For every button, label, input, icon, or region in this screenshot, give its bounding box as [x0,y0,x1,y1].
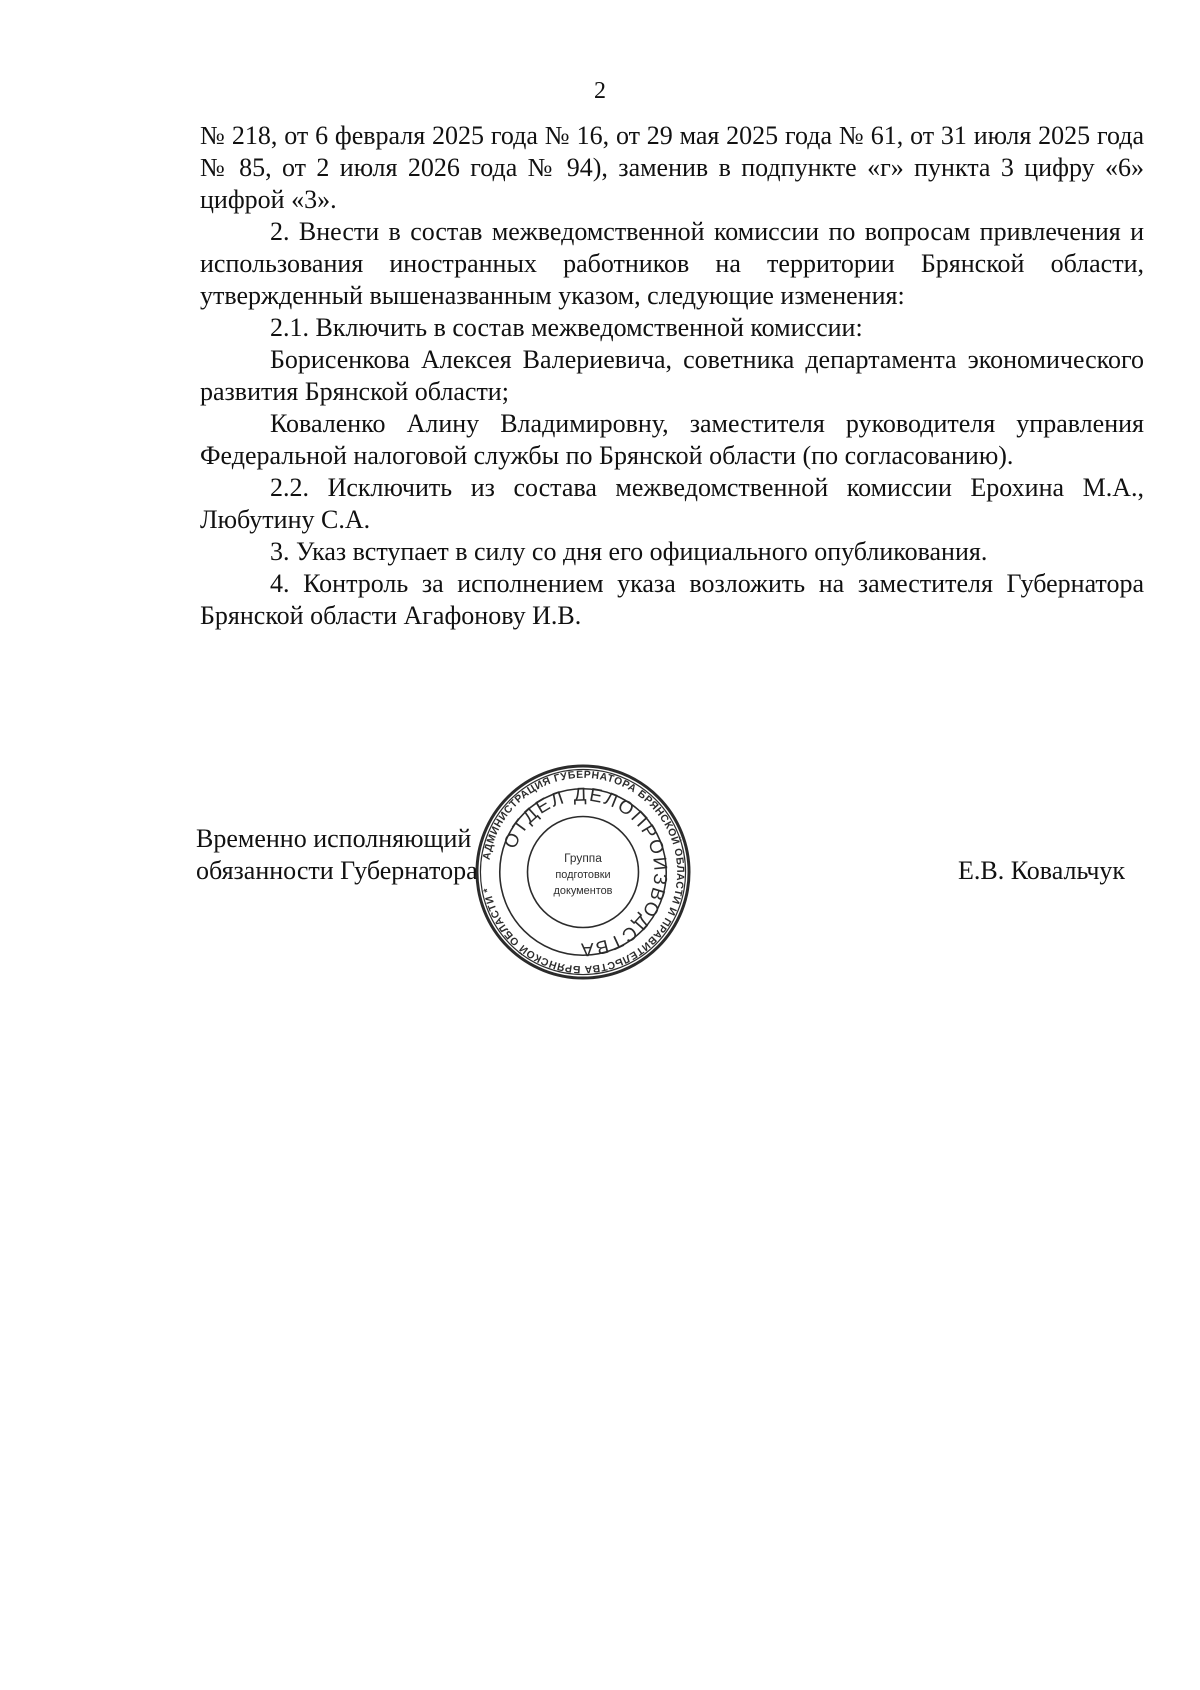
signature-position-line1: Временно исполняющий [196,824,472,853]
paragraph-member-borisenkov: Борисенкова Алексея Валериевича, советника департамента экономического развития Брянской области; [200,345,1144,406]
signature-position [196,823,478,887]
stamp-center-line1: Группа [564,851,602,866]
official-stamp [474,763,692,981]
stamp-inner-textpath: ОТДЕЛ ДЕЛОПРОИЗВОДСТВА [499,783,672,961]
paragraph-item-2: 2. Внести в состав межведомственной комиссии по вопросам привлечения и использования иностранных работников на территории Брянской области, утвержденный вышеназванным указом, следующие изменения: [200,217,1144,310]
signature-position-line2: обязанности Губернатора [196,856,478,885]
paragraph-member-kovalenko: Коваленко Алину Владимировну, заместителя руководителя управления Федеральной налоговой службы по Брянской области (по согласованию). [200,409,1144,470]
stamp-center-line3: документов [553,884,613,897]
page-number: 2 [594,78,606,104]
paragraph-item-2-2: 2.2. Исключить из состава межведомственной комиссии Ерохина М.А., Любутину С.А. [200,473,1144,534]
paragraph-continuation: № 218, от 6 февраля 2025 года № 16, от 29 мая 2025 года № 61, от 31 июля 2025 года № 85, от 2 июля 2026 года № 94), заменив в подпункте «г» пункта 3 цифру «6» цифрой «3». [200,121,1144,214]
signer-name: Е.В. Ковальчук [958,856,1126,885]
stamp-outer-textpath: АДМИНИСТРАЦИЯ ГУБЕРНАТОРА БРЯНСКОЙ ОБЛАСТИ И ПРАВИТЕЛЬСТВА БРЯНСКОЙ ОБЛАСТИ * [481,769,686,975]
paragraph-item-3: 3. Указ вступает в силу со дня его официального опубликования. [270,537,988,566]
paragraph-item-4: 4. Контроль за исполнением указа возложить на заместителя Губернатора Брянской области Агафонову И.В. [200,569,1144,630]
stamp-center-line2: подготовки [555,868,611,881]
paragraph-item-2-1: 2.1. Включить в состав межведомственной комиссии: [270,313,863,342]
document-body [200,120,1144,632]
